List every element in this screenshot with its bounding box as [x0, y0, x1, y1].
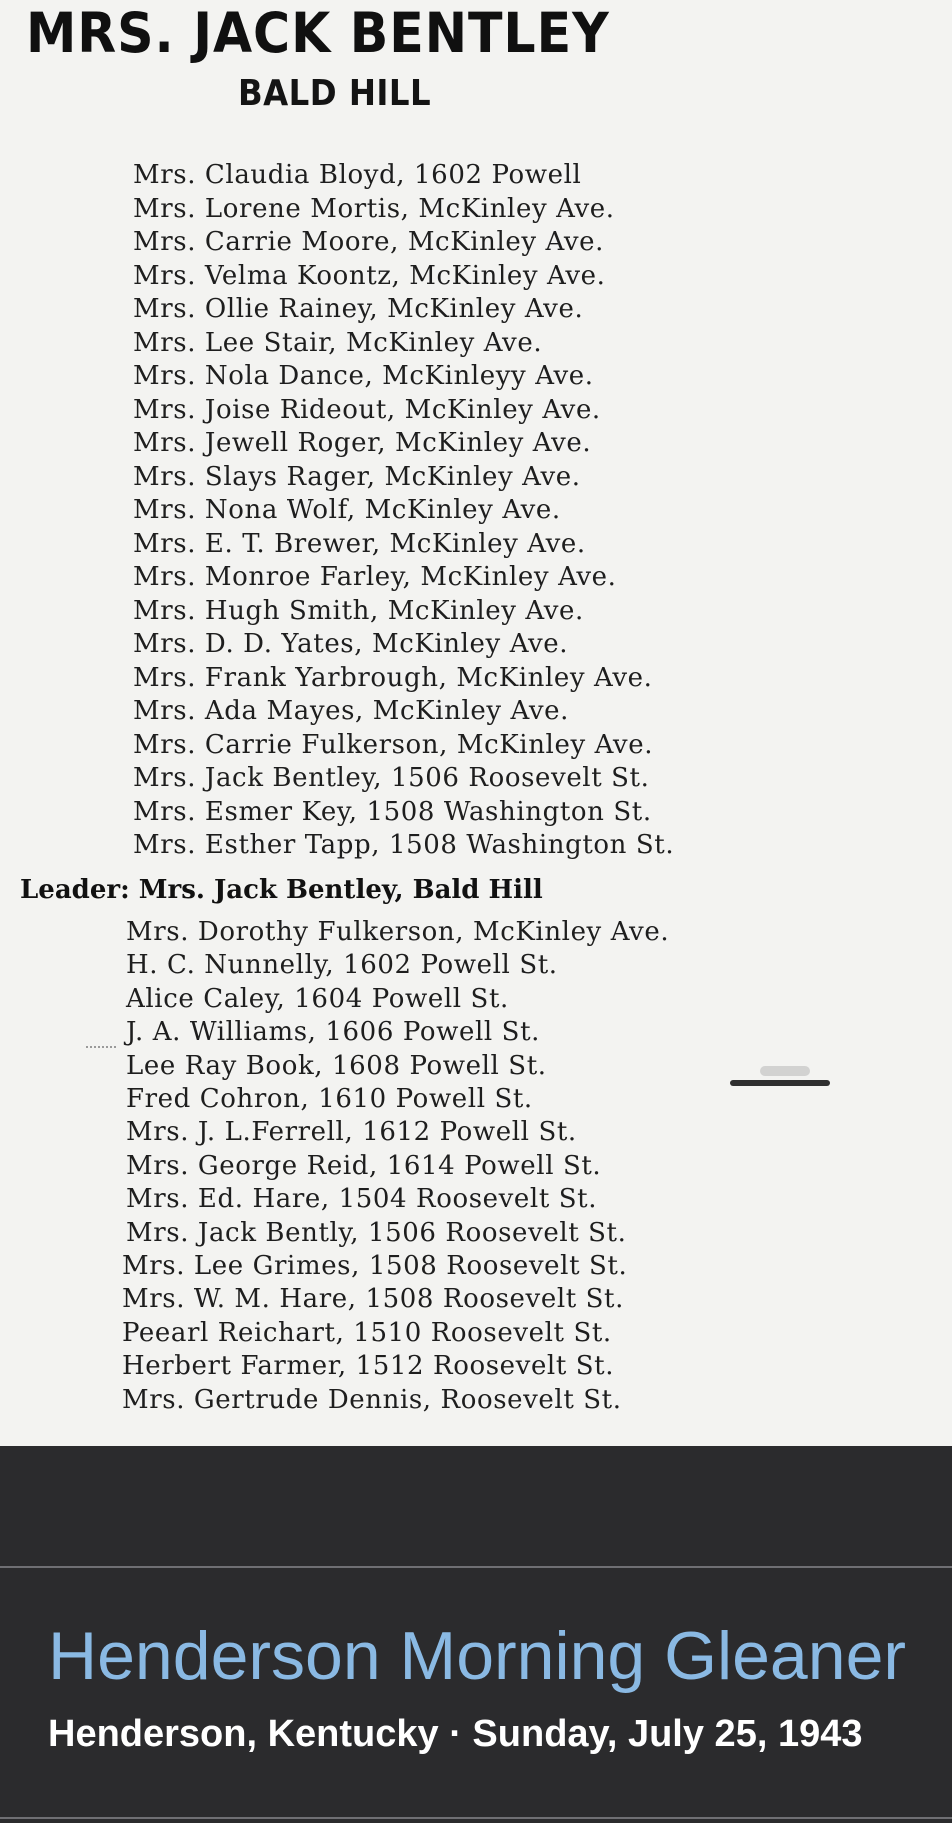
list-item: Mrs. W. M. Hare, 1508 Roosevelt St. [122, 1284, 624, 1315]
list-item: Mrs. Jewell Roger, McKinley Ave. [133, 428, 592, 458]
publication-location-date: Henderson, Kentucky · Sunday, July 25, 1943 [48, 1713, 863, 1755]
newspaper-title-link[interactable]: Henderson Morning Gleaner [48, 1618, 907, 1694]
list-item: Mrs. Claudia Bloyd, 1602 Powell [133, 160, 582, 190]
list-item: Mrs. Frank Yarbrough, McKinley Ave. [133, 662, 653, 693]
leader-name: Mrs. Jack Bentley, Bald Hill [138, 875, 543, 905]
list-item: Mrs. Lee Stair, McKinley Ave. [133, 327, 543, 358]
list-item: Mrs. Jack Bently, 1506 Roosevelt St. [126, 1217, 627, 1248]
list-item: Mrs. Ed. Hare, 1504 Roosevelt St. [126, 1184, 598, 1215]
list-item: Mrs. Lorene Mortis, McKinley Ave. [133, 193, 615, 224]
list-item: Peearl Reichart, 1510 Roosevelt St. [122, 1317, 612, 1348]
list-item: Mrs. Monroe Farley, McKinley Ave. [133, 562, 617, 592]
list-item: Alice Caley, 1604 Powell St. [126, 983, 509, 1014]
list-item: Mrs. Dorothy Fulkerson, McKinley Ave. [126, 917, 670, 947]
leader-label: Leader: [20, 875, 130, 905]
list-item: Mrs. Joise Rideout, McKinley Ave. [133, 394, 601, 425]
clipping-title: MRS. JACK BENTLEY [26, 1, 610, 65]
list-item: Fred Cohron, 1610 Powell St. [126, 1084, 533, 1114]
leader-line [20, 875, 543, 905]
list-item: Herbert Farmer, 1512 Roosevelt St. [122, 1351, 615, 1382]
list-item: Mrs. George Reid, 1614 Powell St. [126, 1150, 602, 1181]
list-item: Mrs. Carrie Fulkerson, McKinley Ave. [133, 729, 654, 760]
list-item: Mrs. Carrie Moore, McKinley Ave. [133, 227, 605, 257]
list-item: Mrs. Slays Rager, McKinley Ave. [133, 461, 581, 492]
print-speckle [86, 1046, 116, 1049]
list-item: Lee Ray Book, 1608 Powell St. [126, 1050, 547, 1081]
list-item: Mrs. E. T. Brewer, McKinley Ave. [133, 528, 586, 559]
list-item: H. C. Nunnelly, 1602 Powell St. [126, 950, 558, 981]
footer-divider-top [0, 1566, 952, 1568]
list-item: Mrs. Nola Dance, McKinleyy Ave. [133, 361, 594, 391]
list-item: Mrs. Ada Mayes, McKinley Ave. [133, 696, 569, 726]
list-item: Mrs. Esther Tapp, 1508 Washington St. [133, 830, 675, 860]
list-item: Mrs. Lee Grimes, 1508 Roosevelt St. [122, 1251, 628, 1281]
ink-smudge [730, 1080, 830, 1086]
list-item: Mrs. Gertrude Dennis, Roosevelt St. [122, 1384, 622, 1415]
footer-divider-bottom [0, 1817, 952, 1819]
list-item: Mrs. Ollie Rainey, McKinley Ave. [133, 294, 584, 324]
ink-smudge-shadow [760, 1066, 810, 1076]
list-item: Mrs. Esmer Key, 1508 Washington St. [133, 796, 652, 827]
list-item: Mrs. Velma Koontz, McKinley Ave. [133, 260, 606, 291]
list-item: J. A. Williams, 1606 Powell St. [126, 1017, 540, 1048]
list-item: Mrs. D. D. Yates, McKinley Ave. [133, 629, 569, 659]
list-item: Mrs. Hugh Smith, McKinley Ave. [133, 595, 584, 626]
list-item: Mrs. J. L.Ferrell, 1612 Powell St. [126, 1117, 577, 1148]
list-item: Mrs. Jack Bentley, 1506 Roosevelt St. [133, 763, 650, 793]
clipping-subtitle: BALD HILL [238, 73, 432, 114]
list-item: Mrs. Nona Wolf, McKinley Ave. [133, 495, 561, 525]
